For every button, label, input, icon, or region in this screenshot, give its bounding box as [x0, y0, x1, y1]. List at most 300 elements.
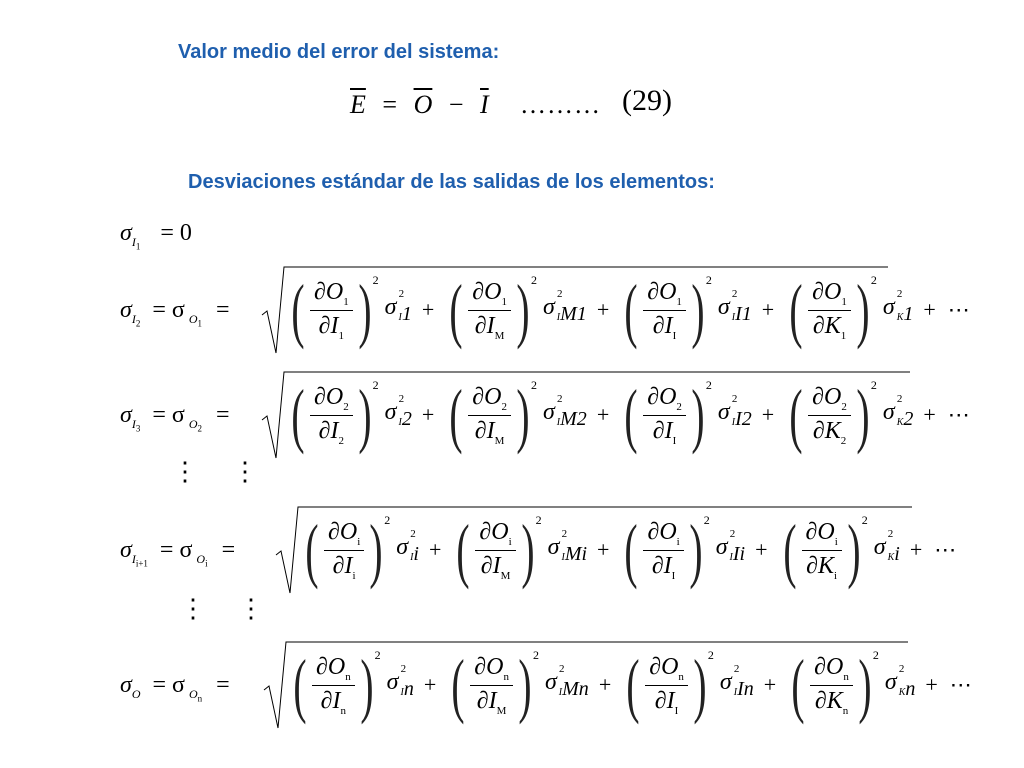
fraction	[470, 654, 513, 717]
sigma-i1-sub: I	[131, 234, 136, 249]
denominator-symbol: ∂I	[474, 417, 495, 444]
eq29-minus: −	[448, 90, 464, 119]
left-paren: (	[624, 375, 638, 455]
sigma-square: 2	[729, 528, 736, 541]
right-paren: )	[358, 270, 372, 350]
sigma-subscript: K	[896, 417, 904, 429]
left-paren: (	[624, 270, 638, 350]
sigma-symbol: σ	[396, 534, 409, 561]
fraction-denominator	[477, 551, 515, 582]
sigma-symbol: σ	[884, 669, 897, 696]
fraction-denominator	[802, 551, 841, 582]
fraction-numerator	[645, 654, 688, 686]
left-paren: (	[291, 270, 305, 350]
sigma-symbol: σ	[717, 294, 730, 321]
heading-mean-error: Valor medio del error del sistema:	[178, 41, 500, 63]
sigma-subsubscript: n	[905, 677, 916, 700]
left-paren: (	[456, 510, 470, 590]
lhs-equals-sigma: = σ	[152, 672, 185, 698]
partial-derivative-term	[619, 370, 752, 460]
right-paren: )	[689, 510, 703, 590]
fraction-denominator	[809, 416, 850, 447]
sigma-square: 2	[887, 528, 894, 541]
right-paren: )	[691, 375, 705, 455]
denominator-symbol: ∂I	[318, 312, 339, 339]
numerator-symbol: ∂O	[315, 653, 346, 680]
sigma-subsubscript: I1	[735, 302, 752, 325]
sigma-symbol: σ	[384, 294, 397, 321]
numerator-symbol: ∂O	[647, 518, 677, 545]
denominator-index: 2	[840, 434, 847, 447]
fraction-numerator	[312, 654, 355, 686]
mid-sub: O	[189, 686, 198, 701]
denominator-index: 1	[338, 329, 345, 342]
denominator-index: 1	[840, 329, 847, 342]
denominator-symbol: ∂I	[476, 687, 497, 714]
numerator-index: n	[345, 670, 351, 683]
variance-sigma	[717, 393, 752, 431]
fraction-numerator	[643, 384, 686, 416]
sigma-symbol: σ	[542, 399, 555, 426]
power-2: 2	[535, 512, 542, 527]
partial-derivative-term	[451, 505, 587, 595]
row-lhs	[120, 640, 230, 743]
eq29-o: $\overline{O}$	[413, 90, 433, 119]
power-2: 2	[861, 512, 868, 527]
sigma-square: 2	[398, 288, 405, 301]
root-terms	[300, 505, 966, 595]
right-paren: )	[516, 270, 530, 350]
fraction-denominator	[649, 416, 681, 447]
variance-sigma	[384, 393, 412, 431]
fraction-numerator	[475, 519, 515, 551]
denominator-symbol: ∂K	[814, 687, 843, 714]
partial-derivative-term	[300, 505, 419, 595]
continuation-dots: ⋯	[947, 402, 970, 427]
sigma-subscript: I	[398, 417, 402, 429]
variance-sigma	[544, 663, 589, 701]
mid-subsub: i	[205, 558, 208, 569]
sigma-square: 2	[400, 663, 407, 676]
right-paren: )	[521, 510, 535, 590]
left-paren: (	[626, 645, 640, 725]
fraction	[310, 279, 353, 342]
sigma-subsubscript: Mi	[564, 542, 588, 565]
sigma-subscript: I	[558, 687, 563, 699]
power-2: 2	[532, 647, 539, 662]
sigma-subscript: I	[731, 417, 736, 429]
mid-subsub: 1	[197, 318, 202, 329]
denominator-symbol: ∂K	[812, 312, 841, 339]
partial-derivative-term	[786, 640, 915, 730]
sigma-square: 2	[733, 663, 740, 676]
lhs-sigma: σ	[120, 402, 132, 428]
left-paren: (	[789, 270, 803, 350]
sigma-symbol: σ	[384, 399, 397, 426]
sigma-symbol: σ	[386, 669, 399, 696]
variance-sigma	[396, 528, 419, 566]
right-paren: )	[369, 510, 383, 590]
sigma-symbol: σ	[873, 534, 886, 561]
sigma-subsubscript: I2	[735, 407, 752, 430]
sigma-square: 2	[556, 393, 563, 406]
plus-sign: +	[598, 672, 612, 697]
fraction	[645, 654, 688, 717]
mid-sub: O	[196, 551, 206, 566]
heading-std-dev: Desviaciones estándar de las salidas de los elementos:	[188, 171, 715, 193]
eq29-equals: =	[382, 90, 398, 119]
lhs-sub: I	[131, 416, 136, 431]
power-2: 2	[872, 647, 879, 662]
variance-sigma	[873, 528, 900, 566]
denominator-index: i	[834, 569, 838, 582]
left-paren: (	[449, 375, 463, 455]
row-lhs	[120, 505, 235, 608]
power-2: 2	[870, 377, 877, 392]
denominator-index: i	[352, 569, 356, 582]
plus-sign: +	[596, 402, 610, 427]
sigma-subsubscript: 1	[903, 302, 914, 325]
fraction	[468, 384, 511, 447]
lhs-equals: =	[216, 672, 230, 698]
left-paren: (	[305, 510, 319, 590]
numerator-symbol: ∂O	[313, 383, 344, 410]
fraction-numerator	[310, 279, 353, 311]
denominator-index: I	[672, 329, 677, 342]
fraction	[808, 384, 851, 447]
numerator-index: n	[843, 670, 849, 683]
right-paren: )	[691, 270, 705, 350]
power-2: 2	[530, 377, 537, 392]
fraction-numerator	[310, 384, 353, 416]
variance-sigma	[719, 663, 754, 701]
continuation-dots: ⋯	[947, 297, 970, 322]
sigma-i1-symbol: σ	[120, 220, 132, 246]
sigma-square: 2	[558, 663, 565, 676]
sigma-subscript: K	[898, 687, 906, 699]
partial-derivative-term	[288, 640, 414, 730]
lhs-equals: =	[216, 402, 230, 428]
sigma-subscript: I	[733, 687, 738, 699]
numerator-index: n	[678, 670, 684, 683]
left-paren: (	[624, 510, 639, 590]
fraction	[310, 384, 353, 447]
equation-29	[350, 90, 489, 120]
root-terms	[288, 640, 982, 730]
numerator-index: i	[357, 535, 361, 548]
plus-sign: +	[428, 537, 442, 562]
plus-sign: +	[923, 402, 936, 427]
lhs-subsub: 2	[135, 318, 141, 329]
variance-sigma	[542, 393, 587, 431]
right-paren: )	[358, 375, 372, 455]
left-paren: (	[789, 375, 803, 455]
sigma-subscript: I	[556, 312, 561, 324]
fraction-denominator	[471, 311, 509, 342]
sigma-symbol: σ	[882, 294, 895, 321]
lhs-sigma: σ	[120, 297, 132, 323]
power-2: 2	[384, 512, 391, 527]
fraction-denominator	[329, 551, 360, 582]
plus-sign: +	[755, 537, 768, 562]
numerator-symbol: ∂O	[327, 518, 358, 545]
root-terms	[286, 370, 980, 460]
lhs-sigma: σ	[120, 537, 132, 563]
partial-derivative-term	[621, 640, 754, 730]
sigma-square: 2	[398, 393, 405, 406]
numerator-index: i	[676, 535, 680, 548]
numerator-index: 2	[841, 400, 847, 413]
power-2: 2	[372, 272, 379, 287]
power-2: 2	[705, 377, 712, 392]
fraction	[643, 519, 683, 582]
sigma-subscript: I	[410, 552, 414, 564]
mid-sub: O	[188, 311, 198, 326]
denominator-symbol: ∂K	[812, 417, 841, 444]
sigma-subscript: I	[561, 552, 565, 564]
power-2: 2	[705, 272, 712, 287]
fraction-denominator	[473, 686, 511, 717]
sigma-subsubscript: M2	[560, 407, 587, 430]
sigma-square: 2	[561, 528, 568, 541]
power-2: 2	[374, 647, 381, 662]
sigma-square: 2	[898, 663, 905, 676]
sigma-symbol: σ	[547, 534, 560, 561]
left-paren: (	[449, 270, 463, 350]
plus-sign: +	[761, 297, 775, 322]
sigma-subsubscript: 2	[903, 407, 914, 430]
numerator-index: 1	[343, 295, 349, 308]
sigma-subscript: I	[400, 687, 404, 699]
sigma-subscript: I	[731, 312, 736, 324]
plus-sign: +	[761, 402, 775, 427]
numerator-index: n	[503, 670, 509, 683]
lhs-subsub: 3	[135, 423, 141, 434]
lhs-equals: =	[216, 297, 230, 323]
sigma-square: 2	[896, 288, 903, 301]
row-lhs	[120, 265, 230, 368]
variance-sigma	[384, 288, 412, 326]
plus-sign: +	[923, 297, 936, 322]
right-paren: )	[360, 645, 374, 725]
fraction-numerator	[468, 279, 511, 311]
sigma-subsubscript: Ii	[732, 542, 746, 565]
fraction-numerator	[324, 519, 364, 551]
denominator-symbol: ∂I	[652, 417, 673, 444]
fraction-denominator	[471, 416, 509, 447]
fraction-denominator	[649, 311, 681, 342]
left-paren: (	[791, 645, 805, 725]
variance-sigma	[542, 288, 587, 326]
fraction-numerator	[643, 279, 686, 311]
numerator-symbol: ∂O	[812, 383, 842, 410]
fraction-numerator	[808, 279, 851, 311]
fraction	[324, 519, 364, 582]
fraction	[808, 279, 851, 342]
sigma-subsubscript: Mn	[562, 677, 589, 700]
sigma-subsubscript: In	[737, 677, 754, 700]
numerator-symbol: ∂O	[474, 653, 504, 680]
fraction-denominator	[317, 686, 350, 717]
mid-sub: O	[188, 416, 198, 431]
numerator-symbol: ∂O	[647, 383, 677, 410]
numerator-index: 1	[676, 295, 682, 308]
power-2: 2	[530, 272, 537, 287]
variance-sigma	[717, 288, 752, 326]
power-2: 2	[707, 647, 714, 662]
fraction-denominator	[648, 551, 680, 582]
partial-derivative-term	[784, 370, 913, 460]
continuation-dots: ⋯	[949, 672, 972, 697]
left-paren: (	[782, 510, 797, 590]
numerator-symbol: ∂O	[479, 518, 509, 545]
right-paren: )	[518, 645, 532, 725]
lhs-equals-sigma: = σ	[159, 537, 193, 563]
variance-sigma	[884, 663, 916, 701]
plus-sign: +	[763, 672, 777, 697]
sigma-subscript: I	[398, 312, 402, 324]
fraction-numerator	[802, 519, 842, 551]
fraction-numerator	[643, 519, 683, 551]
denominator-index: I	[674, 704, 679, 717]
denominator-symbol: ∂I	[652, 312, 673, 339]
numerator-index: 1	[501, 295, 507, 308]
denominator-index: M	[500, 569, 511, 582]
plus-sign: +	[423, 672, 437, 697]
sigma-i1-subsub: 1	[135, 241, 141, 252]
sigma-square: 2	[556, 288, 563, 301]
sigma-symbol: σ	[542, 294, 555, 321]
power-2: 2	[372, 377, 379, 392]
variance-sigma	[386, 663, 414, 701]
sigma-subsubscript: 1	[401, 302, 412, 325]
vdots-right-2: ⋮	[238, 594, 264, 623]
numerator-symbol: ∂O	[812, 278, 842, 305]
denominator-symbol: ∂I	[320, 687, 341, 714]
fraction-denominator	[809, 311, 850, 342]
eq29-tag: (29)	[622, 84, 672, 117]
plus-sign: +	[596, 297, 610, 322]
denominator-symbol: ∂I	[651, 552, 672, 579]
sigma-symbol: σ	[717, 399, 730, 426]
sigma-square: 2	[731, 393, 738, 406]
numerator-symbol: ∂O	[313, 278, 344, 305]
lhs-sub: O	[131, 686, 141, 701]
partial-derivative-term	[444, 370, 587, 460]
vdots-left-2: ⋮	[180, 594, 206, 623]
sigma-square: 2	[896, 393, 903, 406]
fraction-denominator	[315, 311, 348, 342]
mid-subsub: n	[197, 693, 203, 704]
denominator-index: I	[671, 569, 676, 582]
plus-sign: +	[421, 297, 435, 322]
sigma-subscript: K	[887, 552, 895, 564]
lhs-sub: I	[131, 311, 136, 326]
root-terms	[286, 265, 980, 355]
sigma-subsubscript: M1	[560, 302, 587, 325]
vdots-left-1: ⋮	[172, 457, 198, 486]
partial-derivative-term	[778, 505, 900, 595]
fraction	[475, 519, 515, 582]
lhs-sigma: σ	[120, 672, 132, 698]
sigma-subsubscript: n	[403, 677, 414, 700]
lhs-equals: =	[221, 537, 236, 563]
fraction	[643, 384, 686, 447]
right-paren: )	[856, 375, 870, 455]
sigma-symbol: σ	[544, 669, 557, 696]
variance-sigma	[882, 393, 914, 431]
denominator-symbol: ∂I	[332, 552, 353, 579]
sigma-subsubscript: 2	[401, 407, 412, 430]
fraction-numerator	[808, 384, 851, 416]
sigma-i1-rhs: = 0	[160, 220, 192, 246]
numerator-symbol: ∂O	[805, 518, 835, 545]
sigma-subsubscript: i	[894, 542, 900, 565]
fraction-denominator	[651, 686, 683, 717]
left-paren: (	[291, 375, 305, 455]
right-paren: )	[516, 375, 530, 455]
right-paren: )	[858, 645, 872, 725]
lhs-subsub: i+1	[135, 558, 148, 569]
denominator-symbol: ∂I	[480, 552, 501, 579]
numerator-index: i	[834, 535, 838, 548]
denominator-index: n	[842, 704, 849, 717]
power-2: 2	[703, 512, 710, 527]
partial-derivative-term	[784, 265, 913, 355]
fraction-numerator	[810, 654, 853, 686]
eq29-i: $\overline{I}$	[480, 90, 489, 119]
numerator-symbol: ∂O	[814, 653, 844, 680]
denominator-symbol: ∂I	[474, 312, 495, 339]
fraction	[810, 654, 853, 717]
fraction-denominator	[315, 416, 348, 447]
denominator-symbol: ∂I	[318, 417, 339, 444]
sigma-symbol: σ	[715, 534, 728, 561]
plus-sign: +	[421, 402, 435, 427]
partial-derivative-term	[286, 265, 412, 355]
mid-subsub: 2	[197, 423, 202, 434]
numerator-index: i	[508, 535, 512, 548]
partial-derivative-term	[446, 640, 589, 730]
lhs-sub: I	[131, 551, 136, 566]
denominator-symbol: ∂I	[654, 687, 675, 714]
power-2: 2	[870, 272, 877, 287]
sigma-subscript: I	[729, 552, 733, 564]
fraction-numerator	[470, 654, 513, 686]
lhs-equals-sigma: = σ	[152, 402, 185, 428]
numerator-index: 2	[501, 400, 507, 413]
numerator-symbol: ∂O	[472, 278, 502, 305]
eq29-e: $\overline{E}$	[350, 90, 366, 119]
continuation-dots: ⋯	[934, 537, 957, 562]
numerator-index: 1	[841, 295, 847, 308]
right-paren: )	[847, 510, 861, 590]
denominator-index: M	[494, 329, 505, 342]
sigma-square: 2	[731, 288, 738, 301]
numerator-index: 2	[343, 400, 349, 413]
variance-sigma	[715, 528, 746, 566]
partial-derivative-term	[619, 505, 745, 595]
sigma-subsubscript: i	[413, 542, 419, 565]
numerator-symbol: ∂O	[647, 278, 677, 305]
variance-sigma	[882, 288, 914, 326]
denominator-index: n	[340, 704, 347, 717]
denominator-index: M	[494, 434, 505, 447]
numerator-symbol: ∂O	[649, 653, 679, 680]
denominator-index: 2	[338, 434, 345, 447]
plus-sign: +	[597, 537, 610, 562]
lhs-equals-sigma: = σ	[152, 297, 185, 323]
